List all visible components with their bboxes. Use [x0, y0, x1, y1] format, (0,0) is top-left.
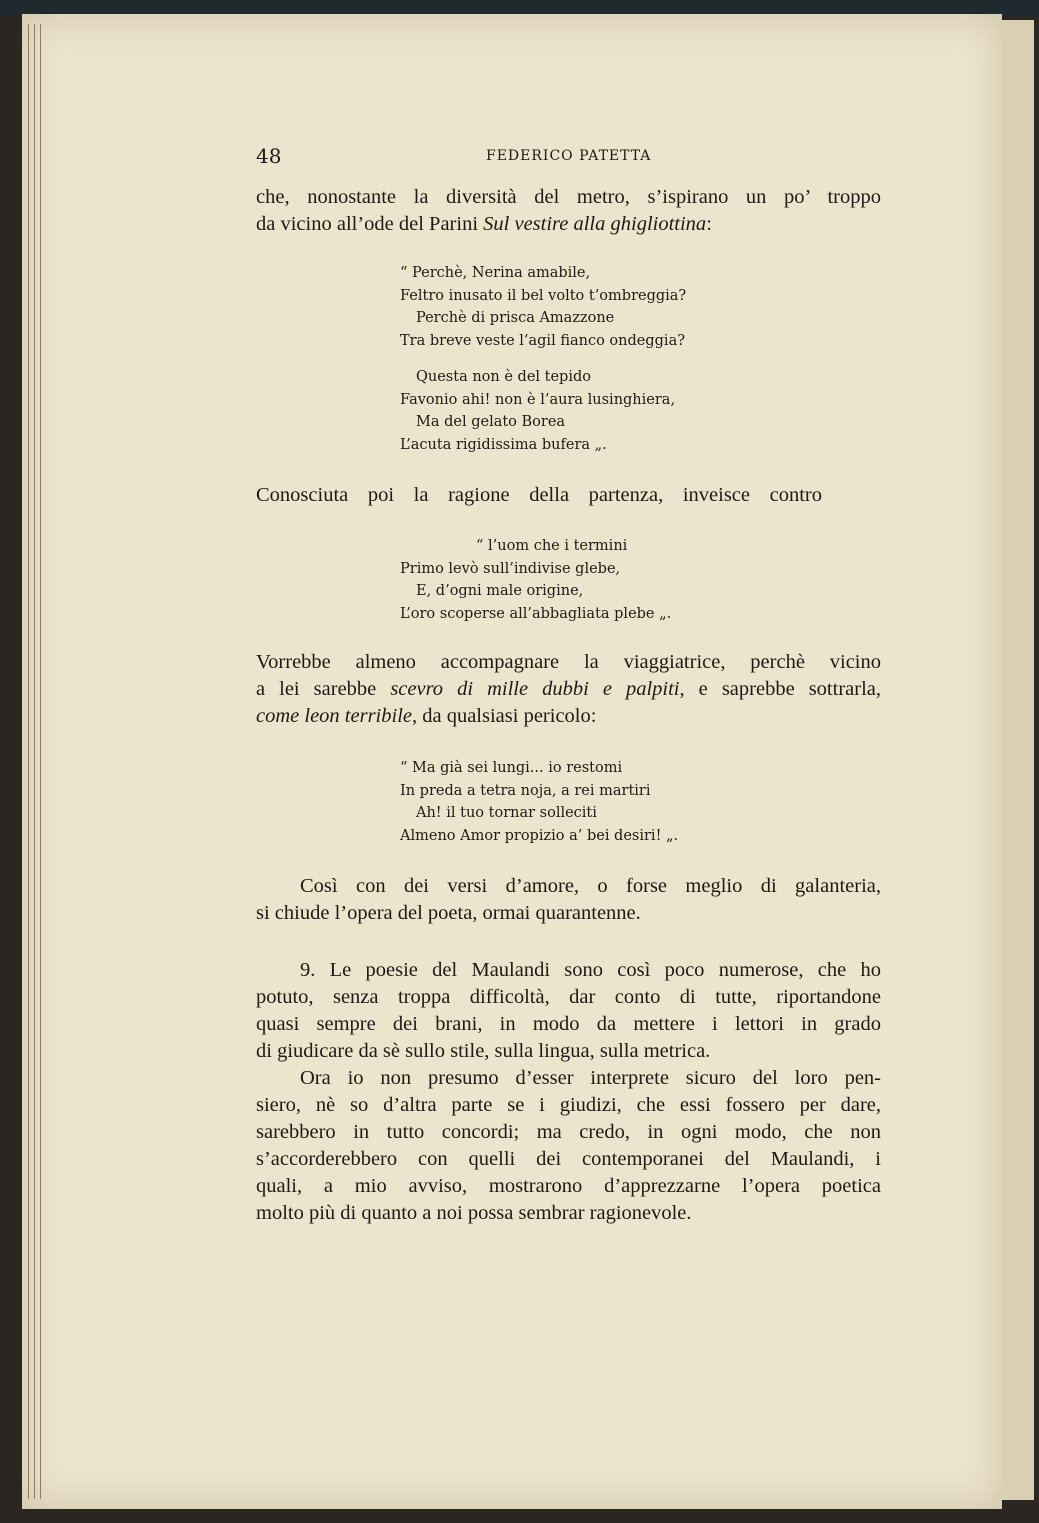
italic-title: Sul vestire alla ghigliottina — [483, 213, 707, 235]
text-line: quali, a mio avviso, mostrarono d’apprezzarne l’opera poetica — [256, 1175, 881, 1197]
verse-line: Almeno Amor propizio a’ bei desiri! „. — [400, 827, 679, 844]
text-line: sarebbero in tutto concordi; ma credo, in ogni modo, che non — [256, 1121, 881, 1143]
text-line: si chiude l’opera del poeta, ormai quarantenne. — [256, 902, 641, 924]
verse-line: Feltro inusato il bel volto t’ombreggia? — [400, 287, 687, 304]
spine-line — [28, 24, 29, 1499]
verse-line: L’acuta rigidissima bufera „. — [400, 436, 607, 453]
paragraph-2 — [256, 482, 881, 509]
verse-line: Questa non è del tepido — [416, 369, 591, 385]
verse-line: In preda a tetra noja, a rei martiri — [400, 782, 651, 799]
text-span: , e saprebbe sottrarla, — [679, 678, 881, 700]
verse-line: Favonio ahi! non è l’aura lusinghiera, — [400, 391, 676, 408]
text-span: , da qualsiasi pericolo: — [411, 705, 597, 727]
italic-quote: come leon terribile — [256, 705, 412, 727]
text-line: Così con dei versi d’amore, o forse meglio di galanteria, — [300, 875, 881, 897]
paragraph-6 — [256, 1065, 881, 1227]
text-line: Ora io non presumo d’esser interprete sicuro del loro pen- — [300, 1067, 881, 1089]
verse-line: E, d’ogni male origine, — [416, 583, 584, 599]
text-span: a lei sarebbe — [256, 678, 391, 700]
text-line: siero, nè so d’altra parte se i giudizi, che essi fossero per dare, — [256, 1094, 881, 1116]
running-title: FEDERICO PATETTA — [486, 148, 652, 164]
text-line: che, nonostante la diversità del metro, s’ispirano un po’ troppo — [256, 186, 881, 208]
paragraph-4 — [256, 873, 881, 927]
verse-block-3 — [400, 757, 678, 847]
text-line: Vorrebbe almeno accompagnare la viaggiatrice, perchè vicino — [256, 651, 881, 673]
verse-line: Ah! il tuo tornar solleciti — [416, 805, 597, 821]
text-line — [256, 676, 881, 703]
verse-block-2 — [400, 535, 671, 625]
verse-line: “ l’uom che i termini — [476, 538, 628, 554]
paragraph-3 — [256, 649, 881, 730]
text-span: : — [706, 213, 712, 235]
text-line — [256, 211, 881, 238]
verse-line: Primo levò sull’indivise glebe, — [400, 560, 621, 577]
verse-line: “ Ma già sei lungi... io restomi — [400, 760, 623, 776]
spine-line — [34, 24, 35, 1499]
verse-line: Perchè di prisca Amazzone — [416, 310, 615, 326]
text-line: s’accorderebbero con quelli dei contemporanei del Maulandi, i — [256, 1148, 881, 1170]
text-line: quasi sempre dei brani, in modo da mettere i lettori in grado — [256, 1013, 881, 1035]
paragraph-1 — [256, 184, 881, 238]
verse-line: L’oro scoperse all’abbagliata plebe „. — [400, 605, 672, 622]
verse-line: Tra breve veste l’agil fianco ondeggia? — [400, 332, 685, 349]
text-line: di giudicare da sè sullo stile, sulla lingua, sulla metrica. — [256, 1040, 711, 1062]
text-line: 9. Le poesie del Maulandi sono così poco numerose, che ho — [300, 959, 881, 981]
verse-block-1 — [400, 262, 686, 456]
next-page-edge — [1002, 20, 1034, 1500]
text-span: da vicino all’ode del Parini — [256, 213, 484, 235]
italic-quote: scevro di mille dubbi e palpiti — [390, 678, 680, 700]
text-line: potuto, senza troppa difficoltà, dar conto di tutte, riportandone — [256, 986, 881, 1008]
page-header — [256, 140, 881, 170]
paragraph-5 — [256, 957, 881, 1065]
spine-line — [40, 24, 41, 1499]
text-line: Conosciuta poi la ragione della partenza, inveisce contro — [256, 484, 822, 506]
page-number: 48 — [256, 144, 282, 168]
verse-line: “ Perchè, Nerina amabile, — [400, 265, 591, 281]
text-line — [256, 703, 881, 730]
text-line: molto più di quanto a noi possa sembrar ragionevole. — [256, 1202, 692, 1224]
verse-line: Ma del gelato Borea — [416, 414, 566, 430]
